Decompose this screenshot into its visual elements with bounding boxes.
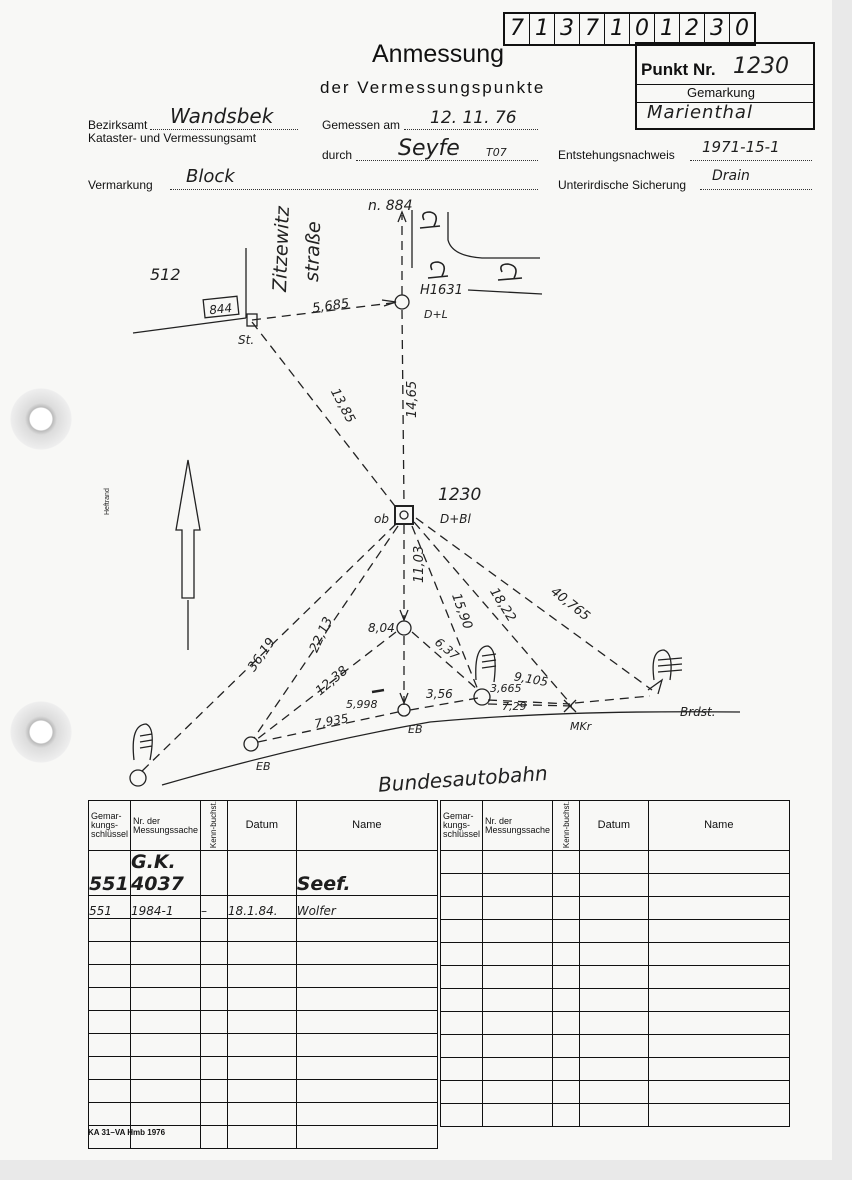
- header-kenn: Kenn-buchst.: [201, 801, 228, 851]
- curb-lower: [468, 290, 542, 294]
- cell-datum: [580, 874, 648, 897]
- cell-name: [296, 1126, 437, 1149]
- id-digit: 3: [555, 14, 580, 44]
- cell-name: [296, 942, 437, 965]
- table-row: [89, 896, 438, 919]
- line-h1631-1230: [402, 310, 404, 505]
- durch-label: durch: [322, 148, 353, 162]
- sicherung-value: Drain: [712, 168, 750, 184]
- sign-icon-left: [133, 724, 152, 760]
- label-1822: 18,22: [486, 585, 519, 625]
- cell-gemarkung: [441, 1035, 483, 1058]
- cell-datum: [580, 1104, 648, 1127]
- header-name: Name: [296, 801, 437, 851]
- north-arrow: [176, 460, 200, 598]
- cell-datum: [580, 989, 648, 1012]
- line-st-1230: [252, 322, 398, 510]
- label-ob: ob: [374, 512, 389, 526]
- table-row: [441, 1104, 790, 1127]
- label-street-2: straße: [301, 220, 326, 283]
- cell-name: [296, 988, 437, 1011]
- cell-datum: [227, 1080, 296, 1103]
- id-digit: 0: [630, 14, 655, 44]
- cell-datum: [227, 1057, 296, 1080]
- cell-datum: [580, 920, 648, 943]
- cell-nr: [131, 942, 201, 965]
- cell-gemarkung: 551: [89, 896, 131, 919]
- table-row: [441, 1081, 790, 1104]
- cell-gemarkung: [89, 1011, 131, 1034]
- label-804: 8,04: [368, 621, 395, 635]
- cell-kenn: [201, 942, 228, 965]
- label-1465: 14,65: [405, 380, 420, 418]
- label-5998: 5,998: [346, 698, 378, 711]
- bezirksamt-value: Wandsbek: [170, 104, 274, 128]
- header-name: Name: [648, 801, 789, 851]
- table-row: [441, 1035, 790, 1058]
- cell-name: Wolfer: [296, 896, 437, 919]
- cell-kenn: [553, 1058, 580, 1081]
- cell-nr: [131, 965, 201, 988]
- label-mkr: MKr: [570, 720, 592, 733]
- table-row: [441, 897, 790, 920]
- id-digit: 1: [655, 14, 680, 44]
- cell-gemarkung: [441, 874, 483, 897]
- cell-name: [648, 1081, 789, 1104]
- cell-gemarkung: [441, 989, 483, 1012]
- cell-kenn: –: [201, 896, 228, 919]
- cell-nr: [483, 989, 553, 1012]
- cell-nr: 1984-1: [131, 896, 201, 919]
- cell-kenn: [553, 1035, 580, 1058]
- page-title: Anmessung: [372, 40, 505, 68]
- line-mkr-sign-right: [575, 696, 650, 703]
- cell-gemarkung: [441, 1081, 483, 1104]
- cell-nr: [131, 988, 201, 1011]
- cell-gemarkung: [89, 919, 131, 942]
- label-1230: 1230: [438, 485, 482, 505]
- line-sign-mid-mkr: [488, 700, 570, 704]
- label-9105: 9,105: [512, 669, 550, 690]
- cell-datum: [227, 1034, 296, 1057]
- label-844: 844: [208, 300, 233, 318]
- cell-name: [296, 965, 437, 988]
- cell-nr: [131, 1011, 201, 1034]
- cell-kenn: [201, 851, 228, 896]
- cell-gemarkung: [89, 942, 131, 965]
- form-code: KA 31–VA Hmb 1976: [88, 1128, 166, 1137]
- cell-kenn: [201, 1057, 228, 1080]
- cell-kenn: [201, 1034, 228, 1057]
- label-1103: 11,03: [412, 545, 427, 583]
- cell-datum: [580, 1012, 648, 1035]
- label-637: 6,37: [432, 635, 462, 663]
- label-eb1: EB: [256, 760, 271, 773]
- cell-nr: [483, 874, 553, 897]
- cell-kenn: [553, 989, 580, 1012]
- cell-name: [296, 1034, 437, 1057]
- sicherung-label: Unterirdische Sicherung: [558, 178, 687, 192]
- table-row: [89, 1080, 438, 1103]
- punkt-value: 1230: [733, 54, 789, 79]
- table-row: [441, 874, 790, 897]
- cell-kenn: [201, 1126, 228, 1149]
- cell-gemarkung: [441, 1104, 483, 1127]
- cell-datum: [580, 851, 648, 874]
- kataster-label: Kataster- und Vermessungsamt: [88, 131, 257, 145]
- label-512: 512: [150, 265, 181, 284]
- durch-suffix: T07: [486, 146, 507, 159]
- table-row: [89, 851, 438, 896]
- table-row: [441, 1058, 790, 1081]
- table-row: [441, 943, 790, 966]
- gemessen-value: 12. 11. 76: [430, 108, 517, 128]
- table-row: [89, 988, 438, 1011]
- cell-kenn: [553, 943, 580, 966]
- cell-name: [648, 943, 789, 966]
- cell-name: [648, 1012, 789, 1035]
- cell-name: [648, 874, 789, 897]
- cell-nr: [131, 1080, 201, 1103]
- cell-datum: [227, 942, 296, 965]
- entstehung-label: Entstehungsnachweis: [558, 148, 675, 162]
- cell-datum: [227, 851, 296, 896]
- id-digit: 1: [530, 14, 555, 44]
- cell-kenn: [553, 1104, 580, 1127]
- label-3665: 3,665: [490, 682, 522, 695]
- cell-gemarkung: 551: [89, 851, 131, 896]
- cell-name: [648, 1104, 789, 1127]
- cell-nr: [131, 1034, 201, 1057]
- cell-datum: [580, 1081, 648, 1104]
- cell-kenn: [553, 1081, 580, 1104]
- cell-gemarkung: [441, 1012, 483, 1035]
- cell-gemarkung: [441, 851, 483, 874]
- cell-nr: [483, 851, 553, 874]
- cell-name: [648, 966, 789, 989]
- cell-nr: [483, 1058, 553, 1081]
- cell-datum: [227, 988, 296, 1011]
- sign-icon-right: [648, 650, 682, 694]
- street-edge-left: [133, 318, 246, 333]
- cell-datum: [227, 919, 296, 942]
- label-5685: 5,685: [311, 296, 351, 317]
- cell-name: [648, 989, 789, 1012]
- marker-h1631: [395, 295, 409, 309]
- cell-nr: [483, 897, 553, 920]
- gemarkung-label: Gemarkung: [687, 85, 755, 100]
- marker-sign-left: [130, 770, 146, 786]
- cell-datum: [227, 1103, 296, 1126]
- table-row: [89, 919, 438, 942]
- cell-gemarkung: [441, 1058, 483, 1081]
- cell-gemarkung: [89, 988, 131, 1011]
- line-mkr-edge: [488, 704, 572, 706]
- entstehung-value: 1971-15-1: [702, 138, 780, 156]
- cell-name: Seef.: [296, 851, 437, 896]
- table-row: [89, 965, 438, 988]
- label-1238: 12,38: [312, 663, 352, 699]
- label-1385: 13,85: [327, 385, 358, 426]
- marker-1230: [395, 506, 413, 524]
- cell-gemarkung: [441, 920, 483, 943]
- cell-nr: [483, 920, 553, 943]
- label-db: D+Bl: [440, 512, 471, 526]
- table-row: [89, 1057, 438, 1080]
- cell-kenn: [201, 919, 228, 942]
- cell-name: [648, 1035, 789, 1058]
- header-kenn: Kenn-buchst.: [553, 801, 580, 851]
- label-n884: n. 884: [368, 198, 413, 214]
- marker-eb1: [244, 737, 258, 751]
- cell-nr: [483, 943, 553, 966]
- cell-gemarkung: [89, 965, 131, 988]
- table-row: [89, 942, 438, 965]
- cell-datum: [580, 897, 648, 920]
- cell-kenn: [553, 920, 580, 943]
- table-row: [441, 989, 790, 1012]
- cell-gemarkung: [89, 1057, 131, 1080]
- label-729: 7,29: [502, 700, 527, 713]
- cell-datum: [580, 1035, 648, 1058]
- vermarkung-value: Block: [186, 166, 235, 187]
- cell-nr: [483, 966, 553, 989]
- label-h1631: H1631: [420, 283, 463, 298]
- id-digit: 2: [680, 14, 705, 44]
- durch-value: Seyfe: [398, 136, 460, 161]
- table-row: [441, 920, 790, 943]
- cell-kenn: [201, 965, 228, 988]
- cell-kenn: [553, 874, 580, 897]
- vermarkung-label: Vermarkung: [88, 178, 153, 192]
- cell-nr: [131, 919, 201, 942]
- table-row: [89, 1011, 438, 1034]
- cell-name: [648, 897, 789, 920]
- cell-nr: [483, 1012, 553, 1035]
- label-street-1: Zitzewitz: [269, 205, 294, 293]
- marker-sign-mid: [474, 689, 490, 705]
- cell-nr: [483, 1104, 553, 1127]
- label-356: 3,56: [426, 687, 453, 701]
- cell-nr: G.K. 4037: [131, 851, 201, 896]
- right-table: [440, 800, 790, 1127]
- cell-datum: [580, 966, 648, 989]
- cell-datum: [580, 1058, 648, 1081]
- cell-gemarkung: [441, 966, 483, 989]
- cell-gemarkung: [441, 943, 483, 966]
- cell-kenn: [201, 1011, 228, 1034]
- header-datum: Datum: [580, 801, 648, 851]
- cell-kenn: [553, 851, 580, 874]
- id-digit: 7: [580, 14, 605, 44]
- label-40765: 40,765: [547, 584, 593, 625]
- gemarkung-value: Marienthal: [647, 102, 753, 123]
- label-3619: 36,19: [245, 635, 279, 675]
- cell-nr: [483, 1081, 553, 1104]
- label-st: St.: [238, 333, 255, 347]
- cell-kenn: [553, 966, 580, 989]
- cell-kenn: [201, 988, 228, 1011]
- cell-gemarkung: [89, 1080, 131, 1103]
- table-row: [441, 851, 790, 874]
- cell-datum: [227, 1011, 296, 1034]
- id-digit: 0: [735, 16, 749, 41]
- cell-datum: [227, 965, 296, 988]
- label-heftrand: Heftrand: [104, 488, 111, 515]
- table-row: [441, 1012, 790, 1035]
- cell-kenn: [201, 1080, 228, 1103]
- cell-name: [296, 1011, 437, 1034]
- cell-kenn: [553, 897, 580, 920]
- cell-nr: [483, 1035, 553, 1058]
- id-digit: 3: [705, 14, 730, 44]
- id-digit: 7: [505, 14, 530, 44]
- cell-name: [648, 851, 789, 874]
- cell-datum: 18.1.84.: [227, 896, 296, 919]
- header-datum: Datum: [227, 801, 296, 851]
- cell-gemarkung: [89, 1103, 131, 1126]
- marker-804: [397, 621, 411, 635]
- cell-nr: [131, 1057, 201, 1080]
- curb-curve: [448, 212, 540, 258]
- header-gemarkung: Gemar-kungs-schlüssel: [441, 801, 483, 851]
- label-brdst: Brdst.: [680, 705, 716, 719]
- table-row: [441, 966, 790, 989]
- table-row: [89, 1034, 438, 1057]
- label-autobahn: Bundesautobahn: [377, 760, 549, 797]
- punkt-label: Punkt Nr.: [641, 60, 716, 79]
- cell-name: [296, 919, 437, 942]
- cell-name: [296, 1103, 437, 1126]
- sign-icon-mid: [476, 646, 496, 682]
- cell-name: [648, 920, 789, 943]
- header-nr: Nr. der Messungssache: [131, 801, 201, 851]
- cell-nr: [131, 1103, 201, 1126]
- label-1590: 15,90: [448, 591, 475, 632]
- cell-datum: [580, 943, 648, 966]
- table-row: [89, 1103, 438, 1126]
- cell-datum: [227, 1126, 296, 1149]
- label-eb2: EB: [408, 723, 423, 736]
- cell-kenn: [553, 1012, 580, 1035]
- id-digit: 1: [605, 14, 630, 44]
- cell-gemarkung: [89, 1034, 131, 1057]
- label-7935: 7,935: [313, 711, 350, 731]
- cell-name: [296, 1080, 437, 1103]
- cell-gemarkung: [441, 897, 483, 920]
- left-table: [88, 800, 438, 1149]
- bezirksamt-label: Bezirksamt: [88, 118, 148, 132]
- page-subtitle: der Vermessungspunkte: [320, 78, 546, 97]
- cell-name: [648, 1058, 789, 1081]
- cell-name: [296, 1057, 437, 1080]
- header-gemarkung: Gemar-kungs-schlüssel: [89, 801, 131, 851]
- marker-eb2: [398, 704, 410, 716]
- gemessen-label: Gemessen am: [322, 118, 401, 132]
- label-2213: 22,13: [306, 614, 337, 655]
- cell-kenn: [201, 1103, 228, 1126]
- label-dl: D+L: [424, 308, 448, 321]
- header-nr: Nr. der Messungssache: [483, 801, 553, 851]
